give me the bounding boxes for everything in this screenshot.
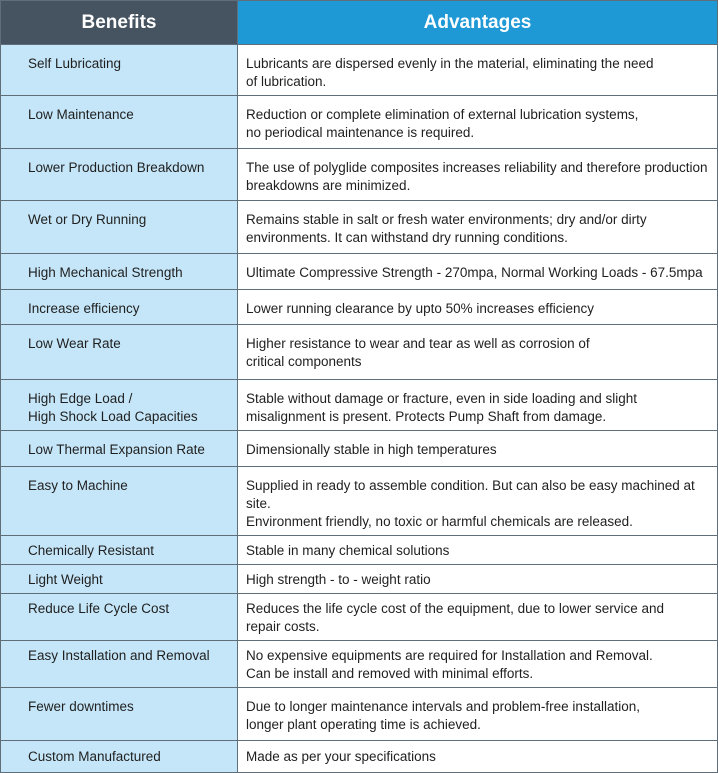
- header-benefits: Benefits: [1, 1, 238, 45]
- table-row: [1, 149, 718, 201]
- table-row: [1, 201, 718, 254]
- table-row: [1, 290, 718, 325]
- advantage-cell: No expensive equipments are required for Installation and Removal. Can be install and removed with minimal efforts.: [238, 641, 718, 688]
- table-row: [1, 45, 718, 96]
- advantage-cell: Reduces the life cycle cost of the equipment, due to lower service and repair costs.: [238, 594, 718, 641]
- table-row: [1, 467, 718, 536]
- advantage-cell: Supplied in ready to assemble condition. But can also be easy machined at site. Environment friendly, no toxic or harmful chemicals are released.: [238, 467, 718, 536]
- benefit-cell: Easy to Machine: [1, 467, 238, 536]
- benefit-cell: Increase efficiency: [1, 290, 238, 325]
- benefit-cell: High Mechanical Strength: [1, 254, 238, 290]
- table-row: [1, 325, 718, 380]
- advantage-cell: Higher resistance to wear and tear as well as corrosion of critical components: [238, 325, 718, 380]
- table-row: [1, 254, 718, 290]
- advantage-cell: Due to longer maintenance intervals and problem-free installation, longer plant operating time is achieved.: [238, 688, 718, 741]
- advantage-cell: Stable without damage or fracture, even in side loading and slight misalignment is present. Protects Pump Shaft from damage.: [238, 380, 718, 431]
- benefit-cell: Low Maintenance: [1, 96, 238, 149]
- advantage-cell: Remains stable in salt or fresh water environments; dry and/or dirty environments. It can withstand dry running conditions.: [238, 201, 718, 254]
- benefit-cell: Chemically Resistant: [1, 536, 238, 565]
- advantage-cell: Dimensionally stable in high temperatures: [238, 431, 718, 467]
- benefit-cell: Low Wear Rate: [1, 325, 238, 380]
- benefit-cell: Lower Production Breakdown: [1, 149, 238, 201]
- benefit-cell: Fewer downtimes: [1, 688, 238, 741]
- table-row: [1, 536, 718, 565]
- advantage-cell: The use of polyglide composites increases reliability and therefore production breakdowns are minimized.: [238, 149, 718, 201]
- benefit-cell: Custom Manufactured: [1, 741, 238, 773]
- table-header-row: [1, 1, 718, 45]
- benefit-cell: Self Lubricating: [1, 45, 238, 96]
- table-row: [1, 741, 718, 773]
- benefit-cell: Low Thermal Expansion Rate: [1, 431, 238, 467]
- table-row: [1, 96, 718, 149]
- table-row: [1, 380, 718, 431]
- table-row: [1, 565, 718, 594]
- benefit-cell: High Edge Load / High Shock Load Capacities: [1, 380, 238, 431]
- advantage-cell: Reduction or complete elimination of external lubrication systems, no periodical maintenance is required.: [238, 96, 718, 149]
- benefit-cell: Wet or Dry Running: [1, 201, 238, 254]
- table-row: [1, 688, 718, 741]
- table-row: [1, 641, 718, 688]
- benefit-cell: Light Weight: [1, 565, 238, 594]
- advantage-cell: High strength - to - weight ratio: [238, 565, 718, 594]
- header-advantages: Advantages: [238, 1, 718, 45]
- table-row: [1, 431, 718, 467]
- advantage-cell: Lower running clearance by upto 50% increases efficiency: [238, 290, 718, 325]
- advantage-cell: Made as per your specifications: [238, 741, 718, 773]
- benefit-cell: Easy Installation and Removal: [1, 641, 238, 688]
- table-row: [1, 594, 718, 641]
- advantage-cell: Lubricants are dispersed evenly in the material, eliminating the need of lubrication.: [238, 45, 718, 96]
- advantage-cell: Ultimate Compressive Strength - 270mpa, Normal Working Loads - 67.5mpa: [238, 254, 718, 290]
- benefit-cell: Reduce Life Cycle Cost: [1, 594, 238, 641]
- advantage-cell: Stable in many chemical solutions: [238, 536, 718, 565]
